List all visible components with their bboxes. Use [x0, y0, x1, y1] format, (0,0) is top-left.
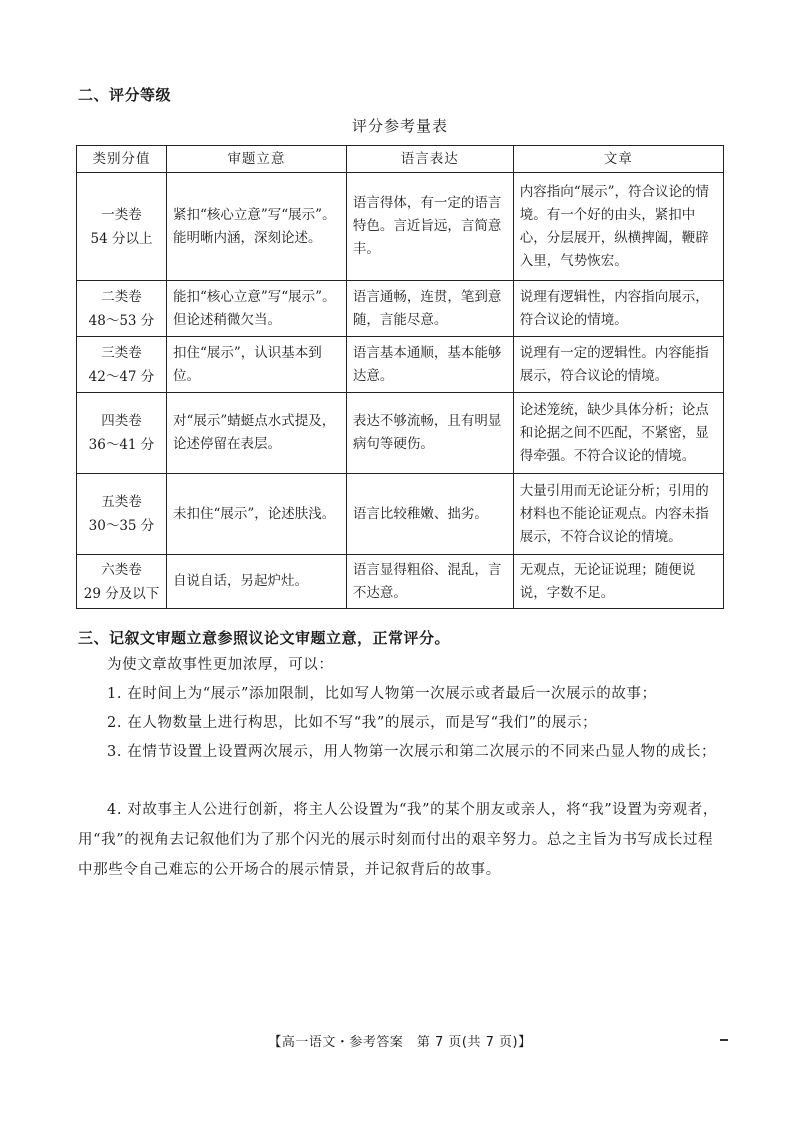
article-cell: 论述笼统，缺少具体分析；论点和论据之间不匹配，不紧密，显得牵强。不符合议论的情境。: [513, 393, 723, 474]
category-label: 三类卷: [101, 344, 142, 361]
table-header-row: [77, 146, 724, 173]
article-cell: 说理有一定的逻辑性。内容能指展示，符合议论的情境。: [513, 337, 723, 393]
scoring-table: [76, 145, 724, 609]
category-label: 一类卷: [101, 206, 142, 223]
score-range: 29 分及以下: [83, 585, 160, 602]
category-cell: [77, 281, 167, 337]
table-row: [77, 555, 724, 609]
score-range: 42～47 分: [88, 368, 155, 385]
topic-cell: 紧扣“核心立意”写“展示”。能明晰内涵，深刻论述。: [166, 173, 346, 281]
table-title: 评分参考量表: [351, 117, 448, 135]
list-item: 2. 在人物数量上进行构思，比如不写“我”的展示，而是写“我们”的展示；: [107, 715, 598, 731]
category-cell: [77, 337, 167, 393]
topic-cell: 扣住“展示”，认识基本到位。: [166, 337, 346, 393]
list-item: 3. 在情节设置上设置两次展示，用人物第一次展示和第二次展示的不同来凸显人物的成长；: [107, 744, 717, 760]
score-range: 54 分以上: [90, 230, 153, 247]
table-row: [77, 281, 724, 337]
header-language: 语言表达: [346, 146, 513, 173]
list-item: 4. 对故事主人公进行创新，将主人公设置为“我”的某个朋友或亲人，将“我”设置为旁观者，用“我”的视角去记叙他们为了那个闪光的展示时刻而付出的艰辛努力。总之主旨为书写成长过程中那些令自己难忘的公开场合的展示情景，并记叙背后的故事。: [78, 802, 718, 878]
table-row: [77, 337, 724, 393]
topic-cell: 能扣“核心立意”写“展示”。但论述稍微欠当。: [166, 281, 346, 337]
header-article: 文章: [513, 146, 723, 173]
article-cell: 内容指向“展示”，符合议论的情境。有一个好的由头，紧扣中心，分层展开，纵横捭阖，鞭辟入里，气势恢宏。: [513, 173, 723, 281]
category-cell: [77, 393, 167, 474]
topic-cell: 自说自话，另起炉灶。: [166, 555, 346, 609]
category-cell: [77, 555, 167, 609]
score-range: 30～35 分: [88, 518, 155, 534]
article-cell: 说理有逻辑性，内容指向展示，符合议论的情境。: [513, 281, 723, 337]
score-range: 48～53 分: [88, 312, 155, 329]
language-cell: 语言基本通顺，基本能够达意。: [346, 337, 513, 393]
category-label: 五类卷: [101, 494, 142, 510]
table-row: [77, 474, 724, 555]
section-3-heading: 三、记叙文审题立意参照议论文审题立意，正常评分。: [78, 629, 451, 647]
article-cell: 无观点，无论证说理；随便说说，字数不足。: [513, 555, 723, 609]
topic-cell: 未扣住“展示”，论述肤浅。: [166, 474, 346, 555]
section-2-heading: 二、评分等级: [78, 86, 172, 104]
score-range: 36～41 分: [88, 437, 155, 453]
language-cell: 语言得体，有一定的语言特色。言近旨远，言简意丰。: [346, 173, 513, 281]
table-row: [77, 393, 724, 474]
language-cell: 表达不够流畅，且有明显病句等硬伤。: [346, 393, 513, 474]
list-item: 1. 在时间上为“展示”添加限制，比如写人物第一次展示或者最后一次展示的故事；: [107, 686, 657, 702]
language-cell: 语言显得粗俗、混乱，言不达意。: [346, 555, 513, 609]
article-cell: 大量引用而无论证分析；引用的材料也不能论证观点。内容未指展示，不符合议论的情境。: [513, 474, 723, 555]
language-cell: 语言比较稚嫩、拙劣。: [346, 474, 513, 555]
category-label: 六类卷: [101, 561, 142, 578]
table-row: [77, 173, 724, 281]
header-topic: 审题立意: [166, 146, 346, 173]
category-label: 二类卷: [101, 288, 142, 305]
intro-paragraph: 为使文章故事性更加浓厚，可以：: [107, 657, 334, 673]
page-footer: 【高一语文・参考答案 第 7 页(共 7 页)】: [268, 1035, 532, 1050]
category-cell: [77, 474, 167, 555]
topic-cell: 对“展示”蜻蜓点水式提及，论述停留在表层。: [166, 393, 346, 474]
language-cell: 语言通畅，连贯，笔到意随，言能尽意。: [346, 281, 513, 337]
corner-mark: [720, 1039, 728, 1041]
header-category: 类别分值: [77, 146, 167, 173]
category-cell: [77, 173, 167, 281]
category-label: 四类卷: [101, 413, 142, 429]
